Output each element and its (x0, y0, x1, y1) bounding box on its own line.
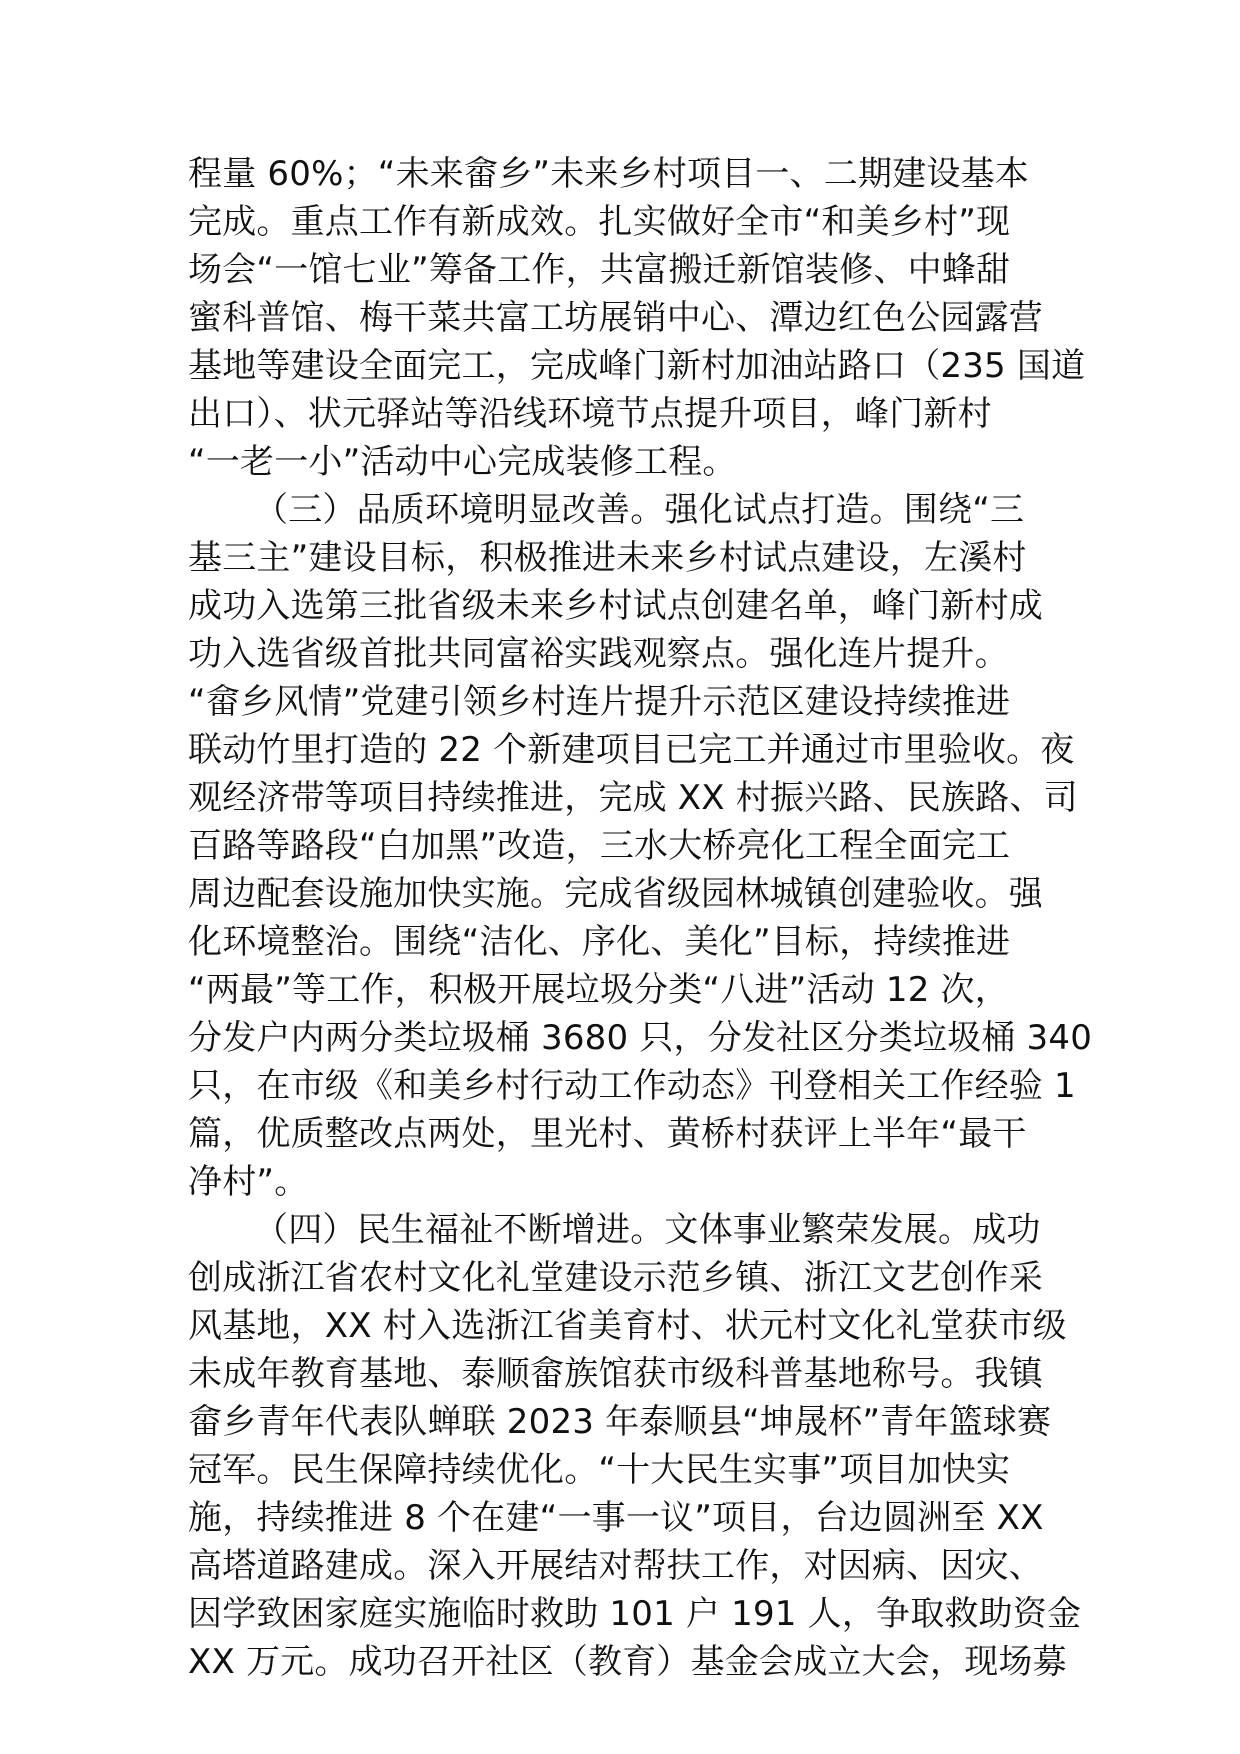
text-line: 基三主”建设目标，积极推进未来乡村试点建设，左溪村 (188, 538, 1027, 578)
section-heading-line: （三）品质环境明显改善。强化试点打造。围绕“三 (254, 490, 1025, 530)
text-line: 畲乡青年代表队蝉联 2023 年泰顺县“坤晟杯”青年篮球赛 (188, 1402, 1052, 1442)
text-line: 周边配套设施加快实施。完成省级园林城镇创建验收。强 (188, 874, 1043, 914)
text-line: 篇，优质整改点两处，里光村、黄桥村获评上半年“最干 (188, 1114, 1027, 1154)
text-line: 蜜科普馆、梅干菜共富工坊展销中心、潭边红色公园露营 (188, 298, 1043, 338)
text-line: 百路等路段“白加黑”改造，三水大桥亮化工程全面完工 (188, 826, 1011, 866)
text-line: 高塔道路建成。深入开展结对帮扶工作，对因病、因灾、 (188, 1546, 1043, 1586)
text-line: “畲乡风情”党建引领乡村连片提升示范区建设持续推进 (188, 682, 1011, 722)
text-line: 因学致困家庭实施临时救助 101 户 191 人，争取救助资金 (188, 1594, 1082, 1634)
section-heading-line: （四）民生福祉不断增进。文体事业繁荣发展。成功 (254, 1210, 1041, 1250)
text-line: 程量 60%；“未来畲乡”未来乡村项目一、二期建设基本 (188, 154, 1030, 194)
text-line: 风基地，XX 村入选浙江省美育村、状元村文化礼堂获市级 (188, 1306, 1067, 1346)
text-line: 出口）、状元驿站等沿线环境节点提升项目，峰门新村 (188, 394, 992, 434)
text-line: 场会“一馆七业”筹备工作，共富搬迁新馆装修、中蜂甜 (188, 250, 1011, 290)
text-line: 基地等建设全面完工，完成峰门新村加油站路口（235 国道 (188, 346, 1086, 386)
text-line: 冠军。民生保障持续优化。“十大民生实事”项目加快实 (188, 1450, 1011, 1490)
text-line: 成功入选第三批省级未来乡村试点创建名单，峰门新村成 (188, 586, 1043, 626)
text-line: “两最”等工作，积极开展垃圾分类“八进”活动 12 次， (188, 970, 1009, 1010)
text-line: 只，在市级《和美乡村行动工作动态》刊登相关工作经验 1 (188, 1066, 1076, 1106)
text-line: 观经济带等项目持续推进，完成 XX 村振兴路、民族路、司 (188, 778, 1078, 818)
text-line: 施，持续推进 8 个在建“一事一议”项目，台边圆洲至 XX (188, 1498, 1044, 1538)
text-line: XX 万元。成功召开社区（教育）基金会成立大会，现场募 (188, 1642, 1067, 1682)
document-body (188, 150, 1093, 1686)
text-line: “一老一小”活动中心完成装修工程。 (188, 442, 737, 482)
text-line: 联动竹里打造的 22 个新建项目已完工并通过市里验收。夜 (188, 730, 1075, 770)
text-line: 分发户内两分类垃圾桶 3680 只，分发社区分类垃圾桶 340 (188, 1018, 1093, 1058)
text-line: 未成年教育基地、泰顺畲族馆获市级科普基地称号。我镇 (188, 1354, 1043, 1394)
text-line: 创成浙江省农村文化礼堂建设示范乡镇、浙江文艺创作采 (188, 1258, 1043, 1298)
text-line: 化环境整治。围绕“洁化、序化、美化”目标，持续推进 (188, 922, 1011, 962)
text-line: 功入选省级首批共同富裕实践观察点。强化连片提升。 (188, 634, 1009, 674)
text-line: 完成。重点工作有新成效。扎实做好全市“和美乡村”现 (188, 202, 1011, 242)
text-line: 净村”。 (188, 1162, 309, 1202)
